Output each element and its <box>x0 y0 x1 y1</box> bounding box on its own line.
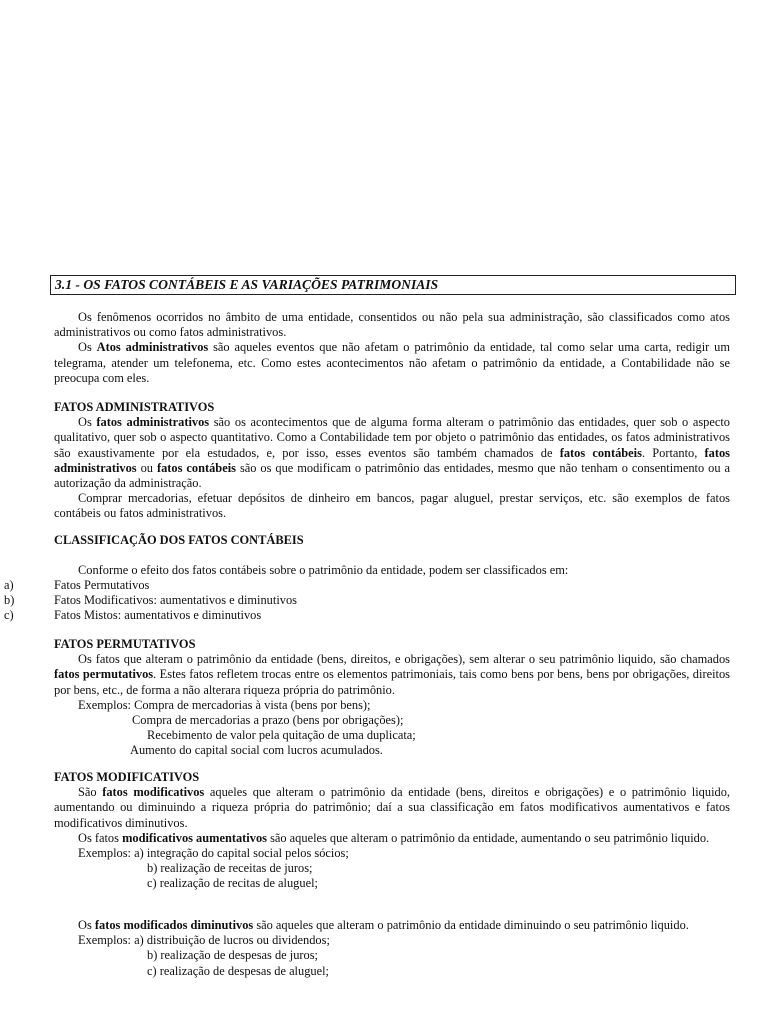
classification-list <box>0 578 400 624</box>
bold-term: fatos administrativos <box>96 415 210 430</box>
list-item <box>0 593 400 608</box>
permutative-example-3: Recebimento de valor pela quitação de uma duplicata; <box>147 728 416 743</box>
list-marker: c) <box>4 608 14 623</box>
text-run: Os <box>78 918 95 932</box>
modificative-paragraph-2 <box>54 831 730 846</box>
text-run: . Portanto, <box>641 445 705 460</box>
text-run: Os <box>78 415 97 430</box>
text-run: Os fatos que alteram o patrimônio da entidade (bens, direitos, e obrigações), sem alterar o seu patrimônio liquido, são chamados <box>78 652 730 667</box>
permutative-section <box>54 637 730 759</box>
diminutive-example-2: b) realização de despesas de juros; <box>147 948 318 963</box>
permutative-example-1: Exemplos: Compra de mercadorias à vista (bens por bens); <box>78 697 371 712</box>
list-item-text: Fatos Modificativos: aumentativos e diminutivos <box>54 593 297 608</box>
text-run: . Estes fatos refletem trocas entre os elementos patrimoniais, tais como bens por bens, bens por obrigações, direitos por bens, etc., de forma a não alterara riqueza própria do patrimônio. <box>54 667 730 697</box>
text-run: aqueles que alteram o patrimônio da entidade (bens, direitos e obrigações) e o patrimônio liquido, aumentando ou diminuindo a riqueza própria do patrimônio; daí a sua classificação em fatos modificativos aumentativos e fatos modificativos diminutivos. <box>54 785 730 830</box>
list-item <box>0 578 400 593</box>
classification-section <box>54 533 730 548</box>
diminutive-example-3: c) realização de despesas de aluguel; <box>147 963 329 978</box>
administrative-paragraph-2: Comprar mercadorias, efetuar depósitos de dinheiro em bancos, pagar aluguel, prestar serviços, etc. são exemplos de fatos contábeis ou fatos administrativos. <box>54 491 730 521</box>
bold-term: fatos permutativos <box>54 667 154 682</box>
text-run: são aqueles eventos que não afetam o patrimônio da entidade, tal como selar uma carta, redigir um telegrama, atender um telefonema, etc. Como estes acontecimentos não afetam o patrimônio da entidade, a Contabilidade não se preocupa com eles. <box>54 340 730 385</box>
classification-intro <box>54 563 730 578</box>
diminutive-example-1: Exemplos: a) distribuição de lucros ou dividendos; <box>78 933 330 948</box>
list-item-text: Fatos Mistos: aumentativos e diminutivos <box>54 608 262 623</box>
permutative-example-4: Aumento do capital social com lucros acumulados. <box>130 743 383 758</box>
list-item-text: Fatos Permutativos <box>54 578 150 592</box>
list-item <box>0 608 400 623</box>
text-run: Os <box>78 340 97 355</box>
text-run: são aqueles que alteram o patrimônio da entidade, aumentando o seu patrimônio liquido. <box>266 830 710 845</box>
text-run: São <box>78 785 103 800</box>
intro-paragraph-2 <box>54 340 730 386</box>
text-run: são aqueles que alteram o patrimônio da entidade diminuindo o seu patrimônio liquido. <box>253 918 689 932</box>
bold-term: fatos modificativos <box>102 785 205 800</box>
modificative-paragraph-1 <box>54 785 730 831</box>
augmentative-example-2: b) realização de receitas de juros; <box>147 861 313 876</box>
bold-term: Atos administrativos <box>96 340 209 355</box>
text-run: ou <box>136 460 157 475</box>
classification-paragraph: Conforme o efeito dos fatos contábeis sobre o patrimônio da entidade, podem ser classificados em: <box>78 563 569 577</box>
augmentative-example-3: c) realização de recitas de aluguel; <box>147 876 318 891</box>
bold-term: fatos modificados diminutivos <box>94 918 254 932</box>
section-title: 3.1 - OS FATOS CONTÁBEIS E AS VARIAÇÕES PATRIMONIAIS <box>50 275 736 295</box>
intro-paragraph-1: Os fenômenos ocorridos no âmbito de uma entidade, consentidos ou não pela sua administração, são classificados como atos administrativos ou como fatos administrativos. <box>54 310 730 340</box>
bold-term: modificativos aumentativos <box>122 830 267 845</box>
text-run: Os fatos <box>78 830 123 845</box>
intro-section <box>54 310 730 386</box>
classification-heading: CLASSIFICAÇÃO DOS FATOS CONTÁBEIS <box>54 533 304 547</box>
modificative-heading: FATOS MODIFICATIVOS <box>54 770 200 784</box>
administrative-paragraph-1 <box>54 415 730 491</box>
augmentative-example-1: Exemplos: a) integração do capital social pelos sócios; <box>78 846 349 861</box>
list-marker: b) <box>4 593 15 608</box>
text-run: são os acontecimentos que de alguma forma alteram o patrimônio das entidades, quer sob o aspecto qualitativo, quer sob o aspecto quantitativo. Como a Contabilidade tem por objeto o patrimônio das entidades, os fatos administrativos são exaustivamente por ela estudados, e, por isso, esses eventos são também chamados de <box>54 415 731 460</box>
list-marker: a) <box>4 578 14 592</box>
bold-term: fatos administrativos <box>54 445 730 475</box>
bold-term: fatos contábeis <box>559 445 642 460</box>
permutative-heading: FATOS PERMUTATIVOS <box>54 637 196 651</box>
permutative-paragraph <box>54 652 730 698</box>
modificative-paragraph-3 <box>54 918 730 933</box>
diminutive-section <box>54 918 730 979</box>
administrative-heading: FATOS ADMINISTRATIVOS <box>54 400 215 414</box>
permutative-example-2: Compra de mercadorias a prazo (bens por obrigações); <box>132 713 404 728</box>
modificative-section <box>54 770 730 892</box>
administrative-section <box>54 400 730 522</box>
bold-term: fatos contábeis <box>156 460 236 475</box>
text-run: são os que modificam o patrimônio das entidades, mesmo que não tenham o consentimento ou a autorização da administração. <box>54 460 730 491</box>
